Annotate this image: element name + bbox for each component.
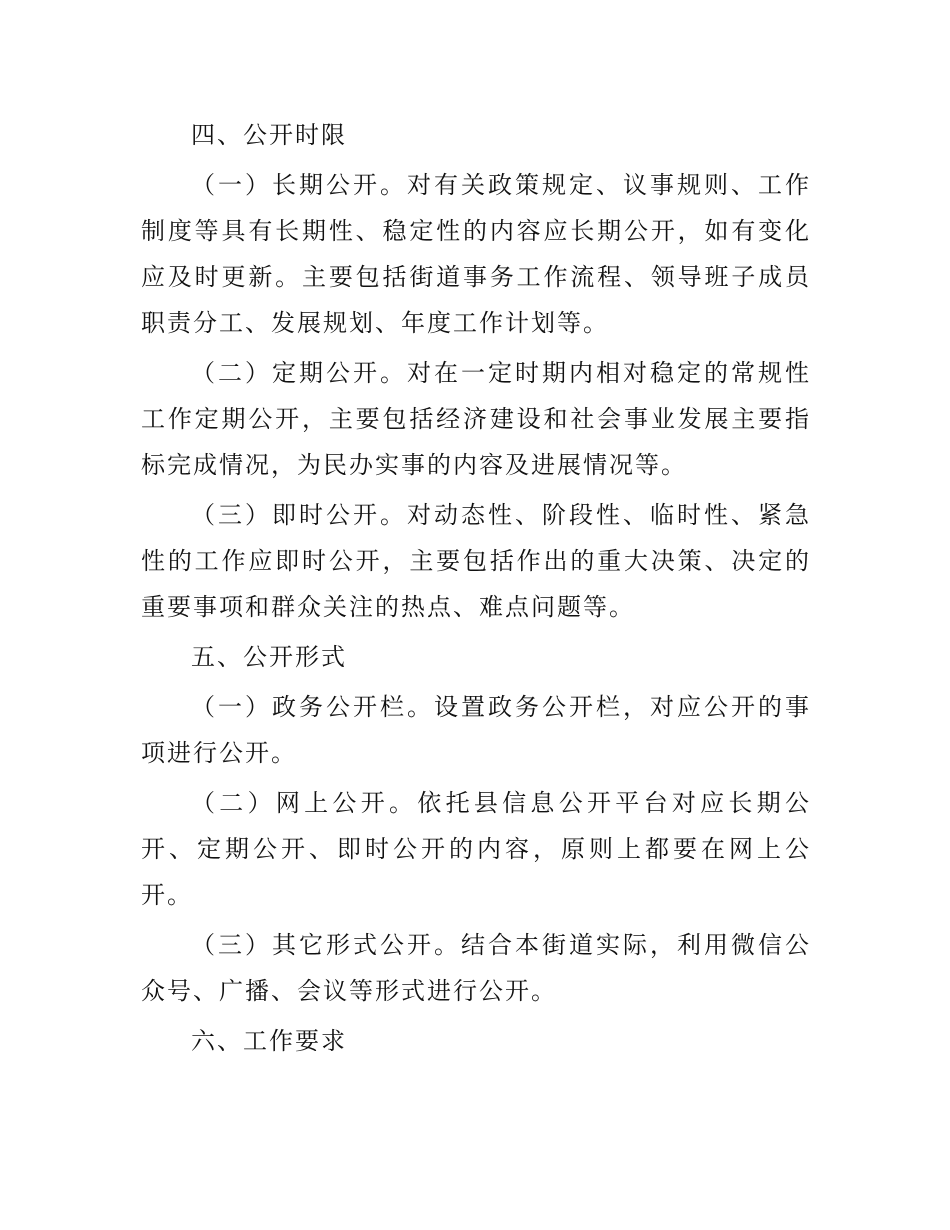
paragraph-periodic-disclosure: （二）定期公开。对在一定时期内相对稳定的常规性工作定期公开，主要包括经济建设和社会事业发展主要指标完成情况，为民办实事的内容及进展情况等。 [141,359,811,479]
section-heading-work-requirements: 六、工作要求 [191,1027,347,1055]
document-body [141,112,811,1064]
paragraph-online-disclosure: （二）网上公开。依托县信息公开平台对应长期公开、定期公开、即时公开的内容，原则上都要在网上公开。 [141,789,811,909]
paragraph-bulletin-board: （一）政务公开栏。设置政务公开栏，对应公开的事项进行公开。 [141,693,811,767]
section-heading-time-limit: 四、公开时限 [191,121,347,149]
paragraph-other-forms: （三）其它形式公开。结合本街道实际，利用微信公众号、广播、会议等形式进行公开。 [141,931,811,1005]
paragraph-long-term-disclosure: （一）长期公开。对有关政策规定、议事规则、工作制度等具有长期性、稳定性的内容应长期公开，如有变化应及时更新。主要包括街道事务工作流程、领导班子成员职责分工、发展规划、年度工作计划等。 [141,171,811,337]
paragraph-immediate-disclosure: （三）即时公开。对动态性、阶段性、临时性、紧急性的工作应即时公开，主要包括作出的重大决策、决定的重要事项和群众关注的热点、难点问题等。 [141,501,811,621]
section-heading-disclosure-form: 五、公开形式 [191,643,347,671]
